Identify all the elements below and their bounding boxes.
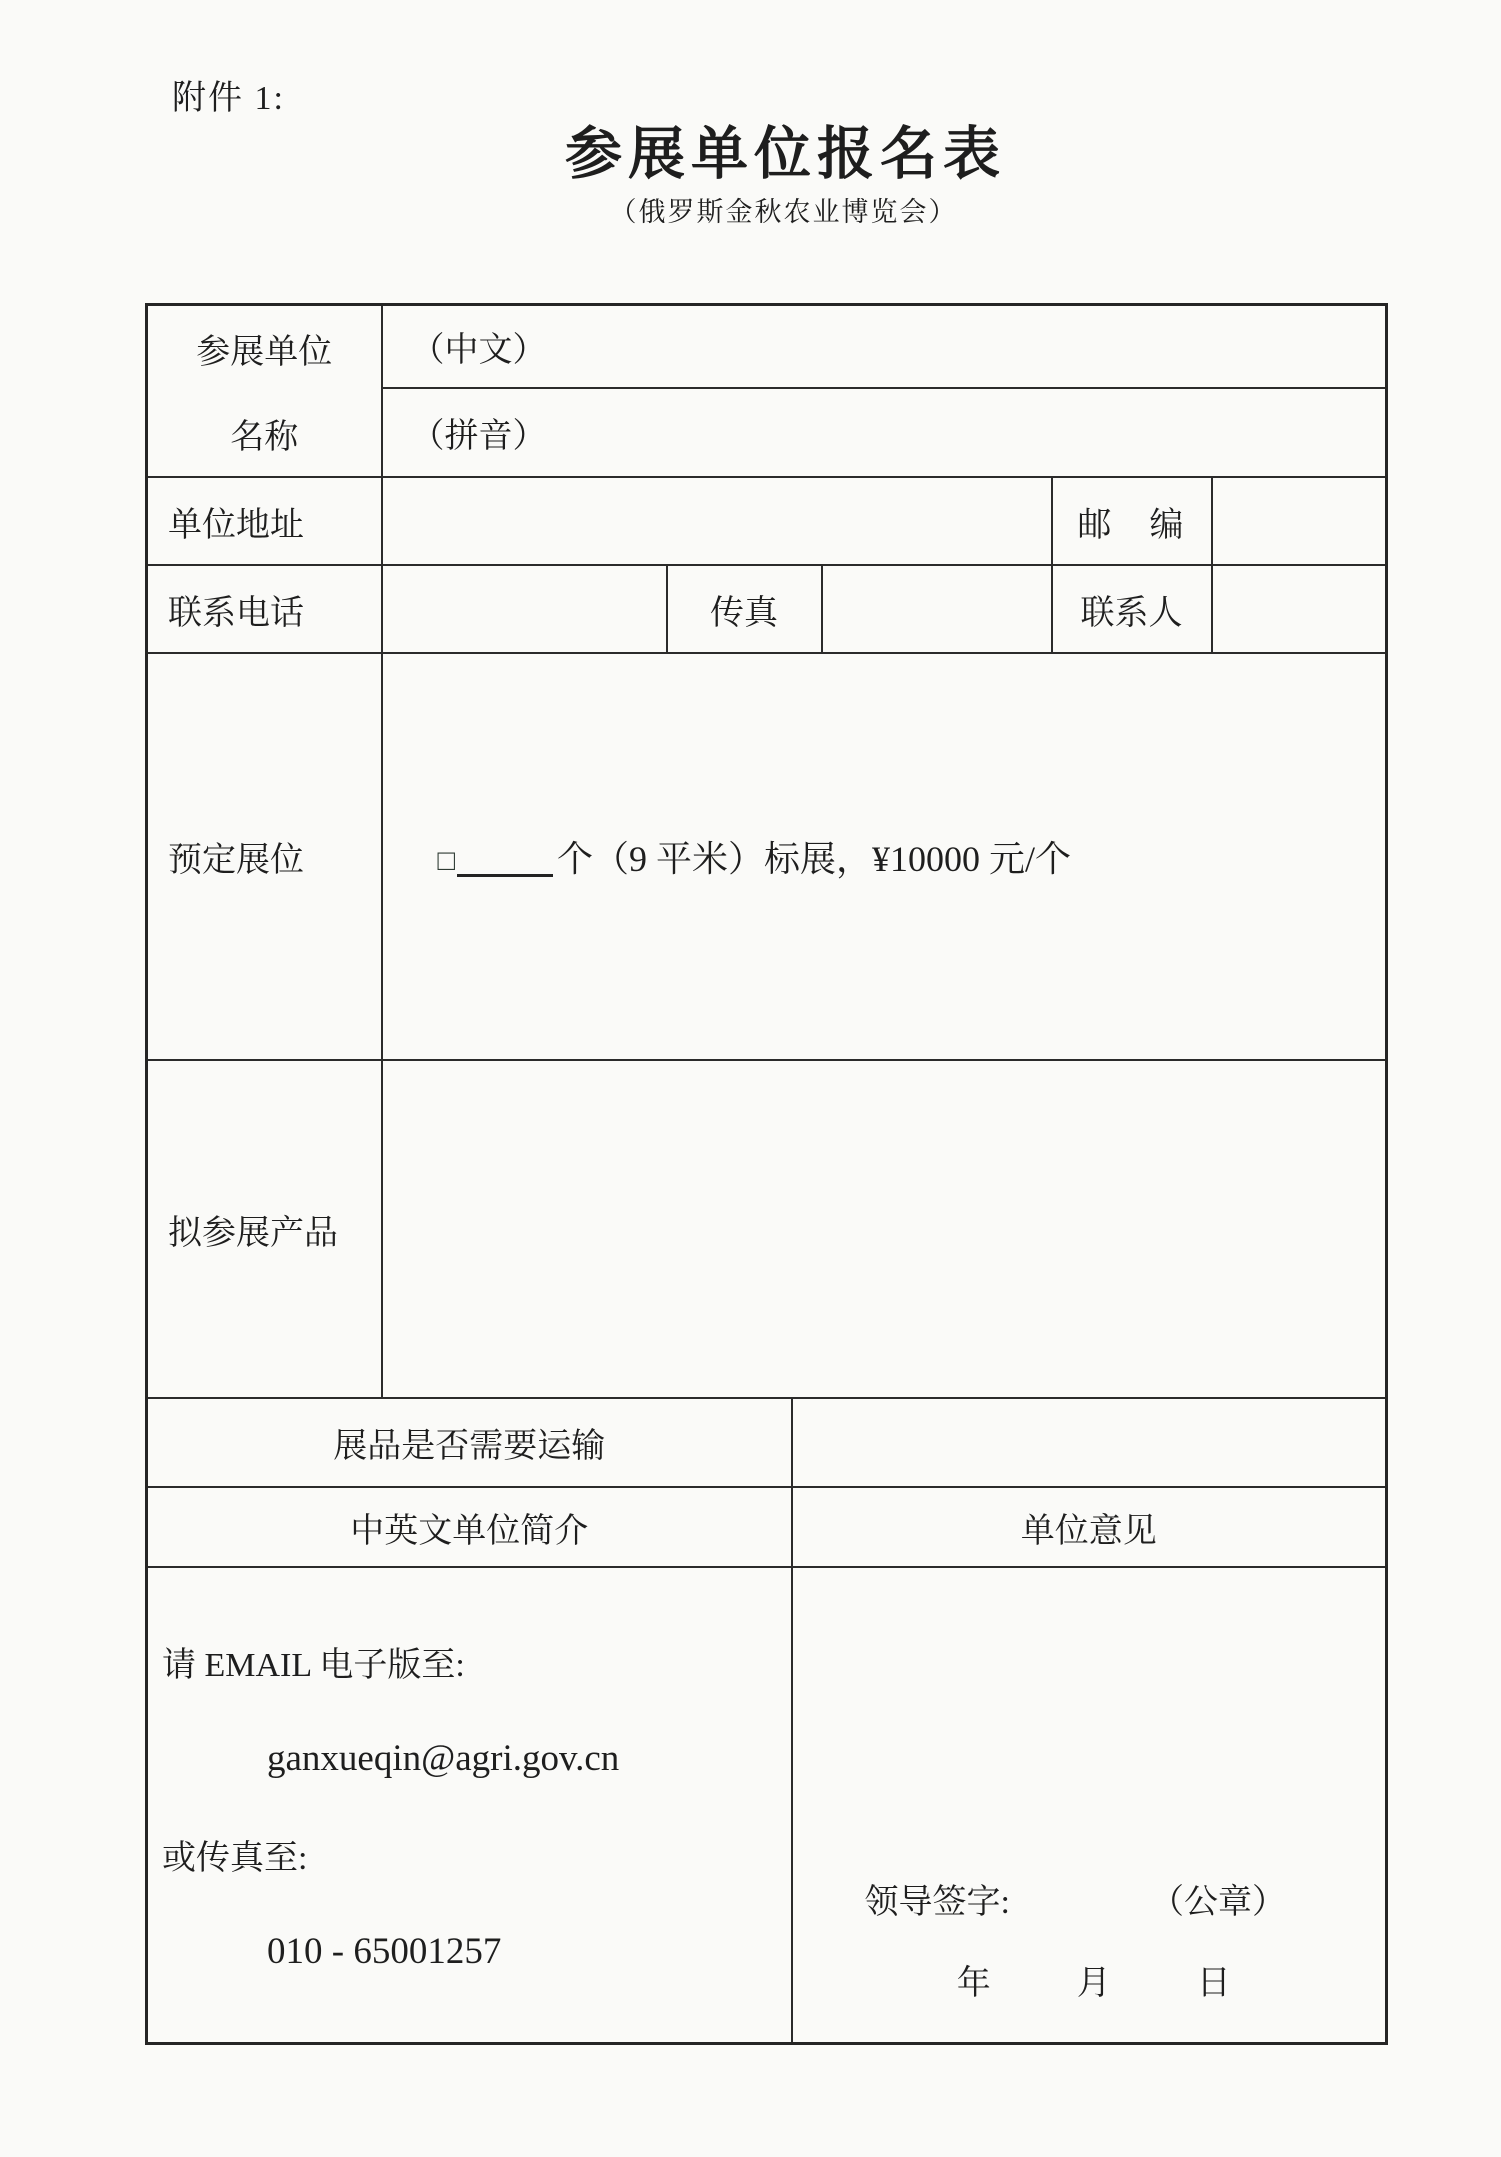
phone-input-cell bbox=[382, 565, 667, 653]
fax-instruction-line: 或传真至: bbox=[162, 1840, 308, 1878]
booth-options-cell bbox=[382, 653, 1387, 1060]
unit-name-pinyin-cell: （拼音） bbox=[382, 388, 1387, 477]
unit-name-chinese-cell: （中文） bbox=[382, 305, 1387, 388]
submit-instructions-cell bbox=[147, 1567, 792, 2044]
booth-label-cell: 预定展位 bbox=[147, 653, 382, 1060]
postcode-label-cell: 邮 编 bbox=[1052, 477, 1212, 565]
unit-name-label-line1: 参展单位 bbox=[196, 334, 333, 371]
page-title: 参展单位报名表 bbox=[565, 123, 1006, 186]
transport-input-cell bbox=[792, 1398, 1387, 1487]
fax-input-cell bbox=[822, 565, 1052, 653]
registration-form-table bbox=[145, 303, 1388, 2045]
signature-label: 领导签字: bbox=[864, 1884, 1010, 1921]
unit-name-label-cell bbox=[147, 305, 382, 478]
address-input-cell bbox=[382, 477, 1052, 565]
contact-person-label-cell: 联系人 bbox=[1052, 565, 1212, 653]
date-line: 年 月 日 bbox=[956, 1965, 1257, 2002]
phone-label-cell: 联系电话 bbox=[147, 565, 382, 653]
fax-number: 010 - 65001257 bbox=[267, 1930, 502, 1972]
products-label-cell: 拟参展产品 bbox=[147, 1060, 382, 1398]
address-label-cell: 单位地址 bbox=[147, 477, 382, 565]
contact-person-input-cell bbox=[1212, 565, 1387, 653]
signature-cell bbox=[792, 1567, 1387, 2044]
attachment-label: 附件 1: bbox=[172, 80, 285, 117]
unit-name-label-line2: 名称 bbox=[230, 419, 299, 456]
postcode-input-cell bbox=[1212, 477, 1387, 565]
intro-label-cell: 中英文单位简介 bbox=[147, 1487, 792, 1567]
page-subtitle: （俄罗斯金秋农业博览会） bbox=[609, 197, 958, 227]
email-instruction-line: 请 EMAIL 电子版至: bbox=[162, 1647, 465, 1685]
booth-option-text: 个（9 平米）标展，¥10000 元/个 bbox=[557, 839, 1072, 879]
fax-label-cell: 传真 bbox=[667, 565, 822, 653]
booth-quantity-blank bbox=[457, 840, 553, 877]
opinion-label-cell: 单位意见 bbox=[792, 1487, 1387, 1567]
email-address: ganxueqin@agri.gov.cn bbox=[267, 1737, 620, 1779]
transport-label-cell: 展品是否需要运输 bbox=[147, 1398, 792, 1487]
checkbox-icon: □ bbox=[437, 845, 456, 877]
products-input-cell bbox=[382, 1060, 1387, 1398]
seal-label: （公章） bbox=[1149, 1884, 1286, 1921]
